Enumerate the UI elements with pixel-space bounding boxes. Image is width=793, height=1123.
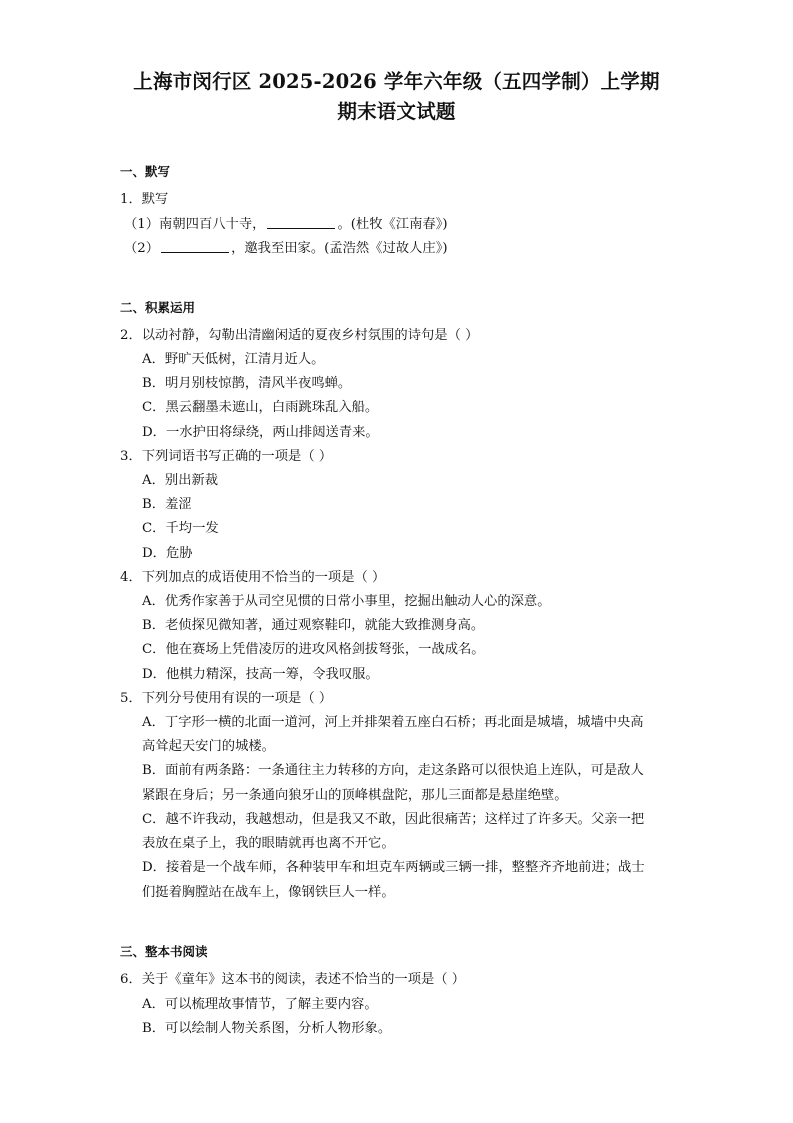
question-5-option-b-cont: 紧跟在身后；另一条通向狼牙山的顶峰棋盘陀，那儿三面都是悬崖绝壁。 <box>142 788 568 803</box>
question-3-option-a[interactable]: A．别出新裁 <box>142 473 219 488</box>
question-1-sub-1-text-a: （1）南朝四百八十寺， <box>124 217 266 232</box>
question-1-sub-2-text-a: （2） <box>124 241 160 256</box>
question-4-option-d[interactable]: D．他棋力精深，技高一筹，令我叹服。 <box>142 667 379 682</box>
question-1-stem: 1．默写 <box>120 192 169 207</box>
question-2-stem: 2．以动衬静，勾勒出清幽闲适的夏夜乡村氛围的诗句是（ ） <box>120 328 479 343</box>
question-4-option-c[interactable]: C．他在赛场上凭借凌厉的进攻风格剑拔弩张，一战成名。 <box>142 642 485 657</box>
question-5-option-d[interactable]: D．接着是一个战车师，各种装甲车和坦克车两辆或三辆一排，整整齐齐地前进；战士 <box>142 860 645 875</box>
answer-blank[interactable] <box>267 216 335 229</box>
question-5-stem: 5．下列分号使用有误的一项是（ ） <box>120 691 333 706</box>
question-3-option-d[interactable]: D．危胁 <box>142 546 193 561</box>
question-5-option-b[interactable]: B．面前有两条路：一条通往主力转移的方向，走这条路可以很快追上连队，可是敌人 <box>142 763 644 778</box>
question-1-sub-1 <box>124 216 448 233</box>
section-heading-whole-book: 三、整本书阅读 <box>120 944 208 959</box>
exam-title-line1: 上海市闵行区 2025-2026 学年六年级（五四学制）上学期 <box>133 70 660 93</box>
section-heading-accumulation: 二、积累运用 <box>120 300 196 315</box>
question-1-sub-2 <box>124 240 448 257</box>
question-3-option-b[interactable]: B．羞涩 <box>142 497 192 512</box>
question-6-stem: 6．关于《童年》这本书的阅读，表述不恰当的一项是（ ） <box>120 972 466 987</box>
question-4-option-b[interactable]: B．老侦探见微知著，通过观察鞋印，就能大致推测身高。 <box>142 618 485 633</box>
question-4-option-a[interactable]: A．优秀作家善于从司空见惯的日常小事里，挖掘出触动人心的深意。 <box>142 594 551 609</box>
question-5-option-a[interactable]: A．丁字形一横的北面一道河，河上并排架着五座白石桥；再北面是城墙，城墙中央高 <box>142 715 644 730</box>
exam-title-line2: 期末语文试题 <box>337 100 456 123</box>
question-5-option-c[interactable]: C．越不许我动，我越想动，但是我又不敢，因此很痛苦；这样过了许多天。父亲一把 <box>142 812 645 827</box>
question-2-option-b[interactable]: B．明月别枝惊鹊，清风半夜鸣蝉。 <box>142 376 352 391</box>
question-1-sub-2-text-b: ，邀我至田家。(孟浩然《过故人庄》) <box>231 241 448 256</box>
answer-blank[interactable] <box>161 240 229 253</box>
question-5-option-a-cont: 高耸起天安门的城楼。 <box>142 739 275 754</box>
question-2-option-a[interactable]: A．野旷天低树，江清月近人。 <box>142 352 325 367</box>
question-6-option-b[interactable]: B．可以绘制人物关系图，分析人物形象。 <box>142 1021 392 1036</box>
question-1-sub-1-text-b: 。(杜牧《江南春》) <box>337 217 448 232</box>
question-4-stem: 4．下列加点的成语使用不恰当的一项是（ ） <box>120 570 386 585</box>
question-3-stem: 3．下列词语书写正确的一项是（ ） <box>120 449 333 464</box>
question-2-option-d[interactable]: D．一水护田将绿绕，两山排闼送青来。 <box>142 425 379 440</box>
question-6-option-a[interactable]: A．可以梳理故事情节，了解主要内容。 <box>142 997 378 1012</box>
question-5-option-d-cont: 们挺着胸膛站在战车上，像钢铁巨人一样。 <box>142 885 395 900</box>
question-5-option-c-cont: 表放在桌子上，我的眼睛就再也离不开它。 <box>142 836 395 851</box>
question-3-option-c[interactable]: C．千均一发 <box>142 521 219 536</box>
section-heading-dictation: 一、默写 <box>120 164 171 179</box>
question-2-option-c[interactable]: C．黑云翻墨未遮山，白雨跳珠乱入船。 <box>142 400 379 415</box>
